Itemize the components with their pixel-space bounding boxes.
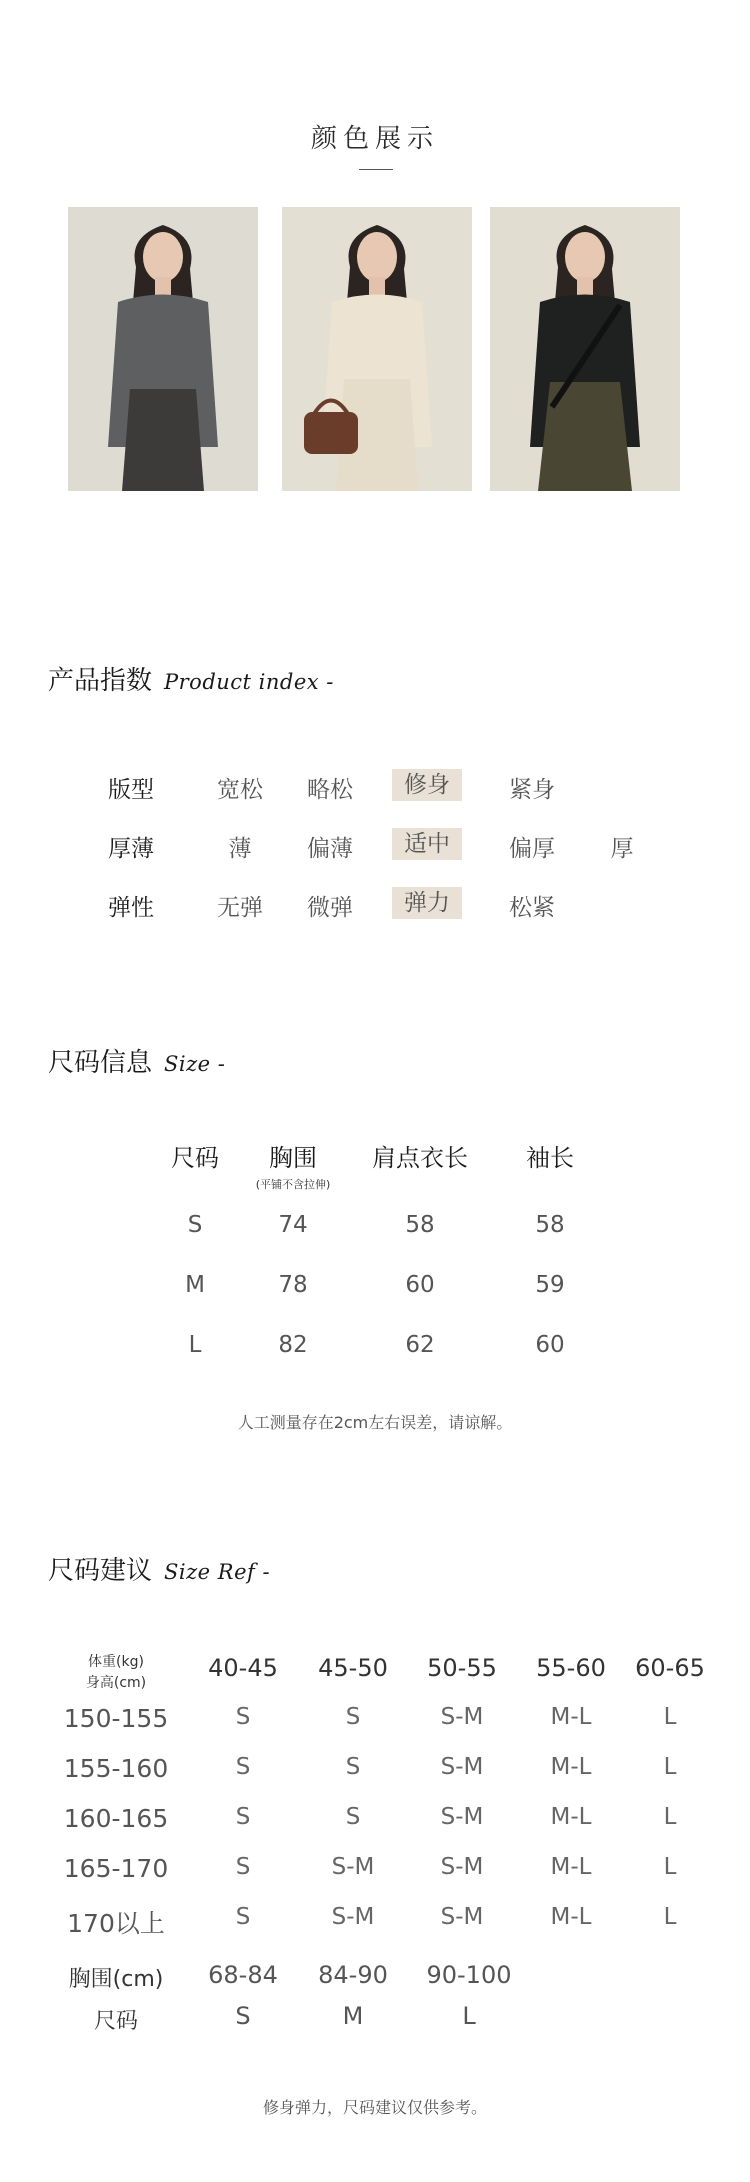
size-recommendation-cell: S (235, 1904, 251, 1930)
size-table-cell: 82 (278, 1332, 308, 1358)
corner-height-label: 身高(cm) (85, 1675, 147, 1691)
index-option: 偏厚 (509, 836, 555, 862)
height-range-label: 170以上 (67, 1909, 165, 1938)
size-table-cell: 62 (405, 1332, 435, 1358)
index-option: 紧身 (509, 777, 555, 803)
color-photo-cream[interactable] (282, 207, 472, 491)
size-recommendation-cell: S-M (331, 1854, 375, 1880)
index-row-label: 版型 (108, 777, 154, 803)
size-recommendation-cell: S (235, 1704, 251, 1730)
height-range-label: 165-170 (63, 1854, 169, 1883)
index-option: 厚 (610, 836, 634, 862)
size-table-cell: 74 (278, 1212, 308, 1238)
size-measure-note: 人工测量存在2cm左右误差，请谅解。 (237, 1413, 513, 1432)
index-row-label: 弹性 (108, 895, 154, 921)
size-table-header: 胸围 (269, 1144, 317, 1172)
product-index-title-en: Product index - (164, 670, 334, 694)
size-table-cell: 78 (278, 1272, 308, 1298)
color-section-title: 颜色展示 (310, 124, 439, 154)
model-photo-cream (282, 207, 472, 491)
index-row-label: 厚薄 (108, 836, 154, 862)
size-table-cell: S (187, 1212, 203, 1238)
size-recommendation-cell: M-L (550, 1754, 592, 1780)
index-option: 宽松 (217, 777, 263, 803)
size-ref-title (48, 1550, 270, 1587)
size-table-cell: 58 (535, 1212, 565, 1238)
color-photo-grey[interactable] (68, 207, 258, 491)
chest-size-value: L (462, 2002, 476, 2030)
height-range-label: 150-155 (63, 1704, 169, 1733)
size-table-cell: M (185, 1272, 205, 1298)
size-recommendation-cell: M-L (550, 1704, 592, 1730)
size-table-cell: 60 (405, 1272, 435, 1298)
index-option: 偏薄 (307, 836, 353, 862)
size-recommendation-cell: S (235, 1754, 251, 1780)
index-option-selected: 弹力 (392, 887, 462, 919)
index-option: 略松 (307, 777, 353, 803)
size-recommendation-cell: S-M (440, 1804, 484, 1830)
index-option: 松紧 (509, 895, 555, 921)
index-option-selected: 适中 (392, 828, 462, 860)
chest-size-label: 尺码 (93, 2009, 138, 2034)
size-recommendation-cell: S (345, 1804, 361, 1830)
size-ref-corner (56, 1652, 176, 1694)
index-option: 薄 (228, 836, 252, 862)
size-recommendation-cell: M-L (550, 1854, 592, 1880)
height-range-label: 160-165 (63, 1804, 169, 1833)
size-ref-note: 修身弹力，尺码建议仅供参考。 (262, 2098, 487, 2117)
chest-subnote: (平铺不含拉伸) (255, 1178, 331, 1191)
weight-range-header: 45-50 (318, 1654, 388, 1682)
model-photo-grey (68, 207, 258, 491)
size-recommendation-cell: S (235, 1854, 251, 1880)
size-recommendation-cell: L (663, 1804, 677, 1830)
size-recommendation-cell: S-M (440, 1704, 484, 1730)
product-index-title (48, 660, 334, 697)
size-table-cell: L (188, 1332, 202, 1358)
chest-range-value: 68-84 (208, 1961, 278, 1989)
size-info-title-cn: 尺码信息 (48, 1048, 153, 1078)
size-recommendation-cell: S (235, 1804, 251, 1830)
chest-range-value: 90-100 (426, 1961, 512, 1989)
size-info-title-en: Size - (164, 1052, 226, 1076)
size-table-cell: 58 (405, 1212, 435, 1238)
size-recommendation-cell: M-L (550, 1804, 592, 1830)
product-index-title-cn: 产品指数 (48, 666, 153, 696)
size-table-cell: 60 (535, 1332, 565, 1358)
weight-range-header: 50-55 (427, 1654, 497, 1682)
size-recommendation-cell: L (663, 1904, 677, 1930)
weight-range-header: 55-60 (536, 1654, 606, 1682)
index-option: 微弹 (307, 895, 353, 921)
index-option: 无弹 (217, 895, 263, 921)
size-recommendation-cell: S (345, 1754, 361, 1780)
color-photo-black[interactable] (490, 207, 680, 491)
index-option-selected: 修身 (392, 769, 462, 801)
chest-size-value: S (235, 2002, 251, 2030)
size-recommendation-cell: M-L (550, 1904, 592, 1930)
size-table-header: 袖长 (526, 1144, 574, 1172)
chest-size-value: M (342, 2002, 364, 2030)
size-recommendation-cell: L (663, 1704, 677, 1730)
size-recommendation-cell: S-M (440, 1904, 484, 1930)
size-recommendation-cell: S-M (440, 1854, 484, 1880)
size-ref-title-en: Size Ref - (164, 1560, 271, 1584)
corner-weight-label: 体重(kg) (88, 1654, 144, 1670)
size-recommendation-cell: S-M (331, 1904, 375, 1930)
chest-range-label: 胸围(cm) (68, 1967, 164, 1992)
size-info-title (48, 1042, 225, 1079)
weight-range-header: 40-45 (208, 1654, 278, 1682)
size-recommendation-cell: S-M (440, 1754, 484, 1780)
size-table-header: 肩点衣长 (372, 1144, 468, 1172)
weight-range-header: 60-65 (635, 1654, 705, 1682)
size-table-cell: 59 (535, 1272, 565, 1298)
size-recommendation-cell: L (663, 1854, 677, 1880)
model-photo-black (490, 207, 680, 491)
size-recommendation-cell: L (663, 1754, 677, 1780)
title-divider (359, 169, 393, 170)
size-recommendation-cell: S (345, 1704, 361, 1730)
size-table-header: 尺码 (171, 1144, 219, 1172)
height-range-label: 155-160 (63, 1754, 169, 1783)
size-ref-title-cn: 尺码建议 (48, 1556, 153, 1586)
chest-range-value: 84-90 (318, 1961, 388, 1989)
